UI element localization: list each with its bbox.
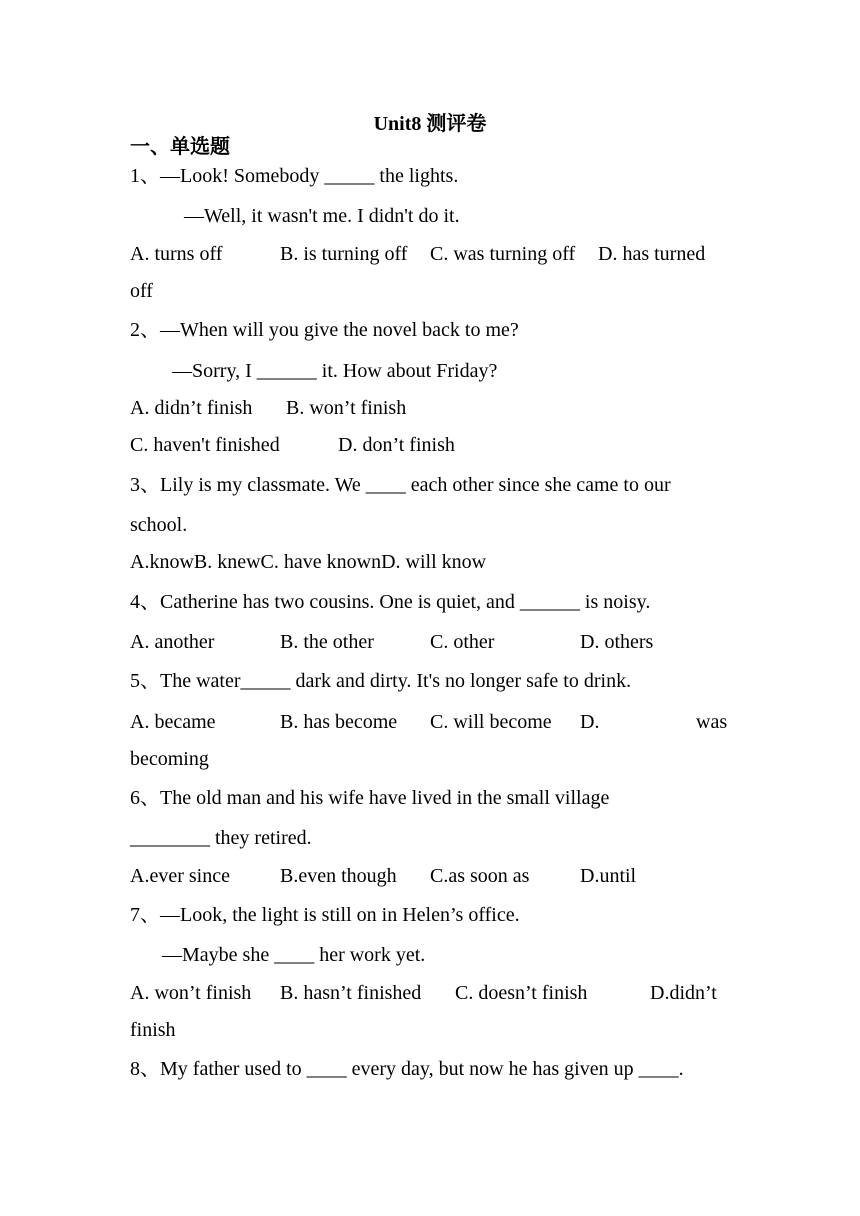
question-3-stem-cont: school.: [130, 514, 188, 536]
q5-option-d-cont: becoming: [130, 748, 209, 770]
question-3-stem: 3、Lily is my classmate. We ____ each other since she came to our: [130, 474, 671, 496]
q4-option-b: B. the other: [280, 631, 374, 653]
q2-option-d: D. don’t finish: [338, 434, 455, 456]
q2-option-b: B. won’t finish: [286, 397, 407, 419]
q7-option-b: B. hasn’t finished: [280, 982, 422, 1004]
q4-option-d: D. others: [580, 631, 654, 653]
q7-option-d-cont: finish: [130, 1019, 176, 1041]
q5-option-b: B. has become: [280, 711, 398, 733]
q6-option-a: A.ever since: [130, 865, 230, 887]
q6-option-b: B.even though: [280, 865, 397, 887]
question-7-reply: —Maybe she ____ her work yet.: [162, 944, 426, 966]
q5-option-d-mid: was: [696, 711, 728, 733]
q4-option-c: C. other: [430, 631, 495, 653]
q1-option-a: A. turns off: [130, 243, 223, 265]
q5-option-a: A. became: [130, 711, 216, 733]
q2-option-c: C. haven't finished: [130, 434, 280, 456]
section-heading: 一、单选题: [130, 136, 230, 158]
q4-option-a: A. another: [130, 631, 215, 653]
question-7-stem: 7、—Look, the light is still on in Helen’s office.: [130, 904, 520, 926]
question-2-reply: —Sorry, I ______ it. How about Friday?: [172, 360, 498, 382]
question-5-stem: 5、The water_____ dark and dirty. It's no longer safe to drink.: [130, 670, 632, 692]
q2-option-a: A. didn’t finish: [130, 397, 253, 419]
question-1-stem: 1、—Look! Somebody _____ the lights.: [130, 165, 459, 187]
q1-option-c: C. was turning off: [430, 243, 576, 265]
q1-option-b: B. is turning off: [280, 243, 408, 265]
q1-option-d: D. has turned: [598, 243, 706, 265]
q3-options: A.knowB. knewC. have knownD. will know: [130, 551, 487, 573]
q6-option-c: C.as soon as: [430, 865, 530, 887]
question-2-stem: 2、—When will you give the novel back to me?: [130, 319, 519, 341]
question-1-reply: —Well, it wasn't me. I didn't do it.: [184, 205, 460, 227]
question-6-stem: 6、The old man and his wife have lived in the small village: [130, 787, 610, 809]
page-title: Unit8 测评卷: [373, 113, 487, 135]
question-8-stem: 8、My father used to ____ every day, but now he has given up ____.: [130, 1058, 684, 1080]
q7-option-c: C. doesn’t finish: [455, 982, 588, 1004]
question-6-stem-cont: ________ they retired.: [130, 827, 312, 849]
q5-option-c: C. will become: [430, 711, 552, 733]
q7-option-a: A. won’t finish: [130, 982, 252, 1004]
q1-option-d-cont: off: [130, 280, 153, 302]
question-4-stem: 4、Catherine has two cousins. One is quiet, and ______ is noisy.: [130, 591, 651, 613]
q7-option-d: D.didn’t: [650, 982, 717, 1004]
q5-option-d: D.: [580, 711, 600, 733]
q6-option-d: D.until: [580, 865, 637, 887]
